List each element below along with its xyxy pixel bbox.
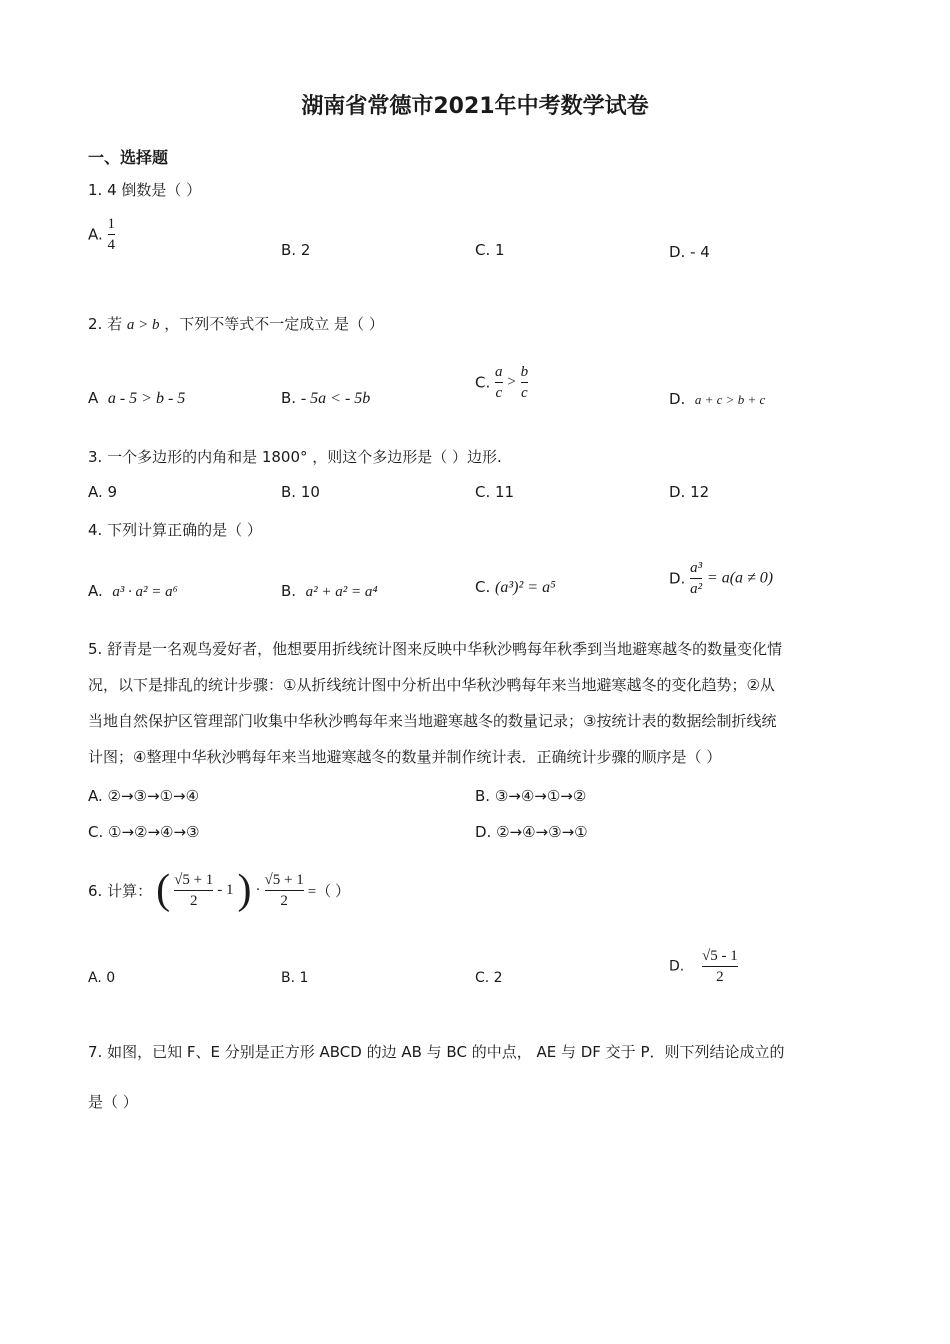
minus-one: - 1 — [217, 881, 234, 898]
question-3-option-c: C. 11 — [475, 483, 515, 501]
question-1-option-b: B. 2 — [281, 241, 311, 259]
fraction-2 — [265, 870, 304, 911]
fraction-denominator: 2 — [174, 890, 213, 911]
fraction-left — [495, 362, 503, 403]
question-1-stem: 1. 4 倒数是（ ） — [88, 181, 202, 199]
fraction — [174, 870, 213, 911]
fraction-numerator: √5 + 1 — [264, 871, 304, 888]
option-math: - 5a < - 5b — [300, 390, 371, 407]
question-5-option-a: A. ②→③→①→④ — [88, 787, 200, 805]
paragraph-line: 况，以下是排乱的统计步骤：①从折线统计图中分析出中华秋沙鸭每年来当地避寒越冬的变化趋势；②从 — [88, 676, 775, 694]
question-7-line-2: 是（ ） — [88, 1093, 138, 1111]
right-paren-icon: ) — [237, 867, 252, 913]
paragraph-line: 计图；④整理中华秋沙鸭每年来当地避寒越冬的数量并制作统计表．正确统计步骤的顺序是（ ） — [88, 748, 722, 766]
question-4-stem: 4. 下列计算正确的是（ ） — [88, 521, 262, 539]
option-label: D. — [669, 958, 685, 975]
fraction-denominator: a² — [690, 578, 702, 599]
question-6-option-b: B. 1 — [281, 970, 309, 986]
question-5-option-b: B. ③→④→①→② — [475, 787, 587, 805]
question-2-option-d — [669, 390, 765, 408]
fraction — [702, 946, 738, 987]
option-label: D. — [669, 569, 686, 588]
fraction-numerator: √5 - 1 — [702, 948, 738, 964]
option-label: A. — [88, 225, 103, 244]
question-6-option-d — [669, 946, 738, 987]
option-math: a - 5 > b - 5 — [107, 390, 186, 407]
option-label: B. — [281, 389, 297, 407]
section-heading: 一、选择题 — [88, 148, 169, 167]
question-1-option-d: D. - 4 — [669, 243, 710, 261]
fraction-denominator: c — [495, 382, 503, 403]
option-label: C. — [475, 578, 491, 596]
question-4-option-b — [281, 582, 378, 601]
question-4-option-d — [669, 558, 773, 599]
option-label: D. — [669, 390, 686, 408]
fraction-denominator: 4 — [108, 234, 116, 255]
fraction-numerator: 1 — [107, 216, 116, 232]
paragraph-line: 当地自然保护区管理部门收集中华秋沙鸭每年来当地避寒越冬的数量记录；③按统计表的数据绘制折线统 — [88, 712, 777, 730]
fraction-numerator: b — [520, 364, 529, 380]
comparison-operator: > — [507, 374, 516, 390]
question-3-option-b: B. 10 — [281, 483, 320, 501]
fraction — [108, 214, 116, 255]
option-label: C. — [475, 373, 491, 392]
option-math: a² + a² = a⁴ — [305, 584, 378, 600]
question-5-option-c: C. ①→②→④→③ — [88, 823, 200, 841]
question-4-option-c — [475, 578, 556, 597]
question-4-option-a — [88, 582, 178, 601]
stem-math: a > b — [126, 317, 160, 333]
option-math: (a³)² = a⁵ — [495, 579, 556, 596]
option-label: B. — [281, 582, 297, 600]
question-5-paragraph — [88, 631, 863, 775]
question-3-stem: 3. 一个多边形的内角和是 1800° ，则这个多边形是（ ）边形. — [88, 448, 502, 466]
fraction-right — [521, 362, 529, 403]
fraction-numerator: a³ — [690, 560, 703, 576]
fraction-numerator: √5 + 1 — [174, 871, 214, 888]
option-math-rest: = a(a ≠ 0) — [706, 569, 774, 587]
left-paren-icon: ( — [156, 867, 171, 913]
question-3-option-d: D. 12 — [669, 483, 710, 501]
fraction — [690, 558, 702, 599]
fraction-denominator: c — [521, 382, 529, 403]
option-math: a³ · a² = a⁶ — [112, 584, 178, 600]
question-7-line-1: 7. 如图，已知 F、E 分别是正方形 ABCD 的边 AB 与 BC 的中点， AE 与 DF 交于 P．则下列结论成立的 — [88, 1043, 785, 1061]
fraction-denominator: 2 — [265, 890, 304, 911]
option-label: A — [88, 389, 99, 407]
paragraph-line: 5. 舒青是一名观鸟爱好者，他想要用折线统计图来反映中华秋沙鸭每年秋季到当地避寒越冬的数量变化情 — [88, 640, 783, 658]
stem-tail: =（ ） — [307, 883, 350, 900]
question-2-stem — [88, 313, 384, 334]
fraction-denominator: 2 — [702, 966, 738, 987]
fraction-numerator: a — [495, 364, 503, 380]
stem-suffix: ，下列不等式不一定成立 是（ ） — [164, 315, 384, 333]
stem-prefix: 2. 若 — [88, 315, 123, 333]
page-title: 湖南省常德市2021年中考数学试卷 — [301, 94, 649, 119]
question-2-option-b — [281, 389, 370, 408]
question-6-option-c: C. 2 — [475, 970, 503, 986]
question-1-option-a — [88, 214, 115, 255]
question-6-stem — [88, 860, 350, 920]
option-label: A. — [88, 582, 103, 600]
dot-operator-icon: · — [255, 881, 261, 898]
question-6-option-a: A. 0 — [88, 970, 116, 986]
question-1-option-c: C. 1 — [475, 241, 505, 259]
question-2-option-c — [475, 362, 528, 403]
option-math: a + c > b + c — [694, 392, 766, 407]
question-3-option-a: A. 9 — [88, 483, 118, 501]
question-5-option-d: D. ②→④→③→① — [475, 823, 588, 841]
stem-label: 6. 计算： — [88, 881, 153, 900]
question-2-option-a — [88, 389, 185, 408]
